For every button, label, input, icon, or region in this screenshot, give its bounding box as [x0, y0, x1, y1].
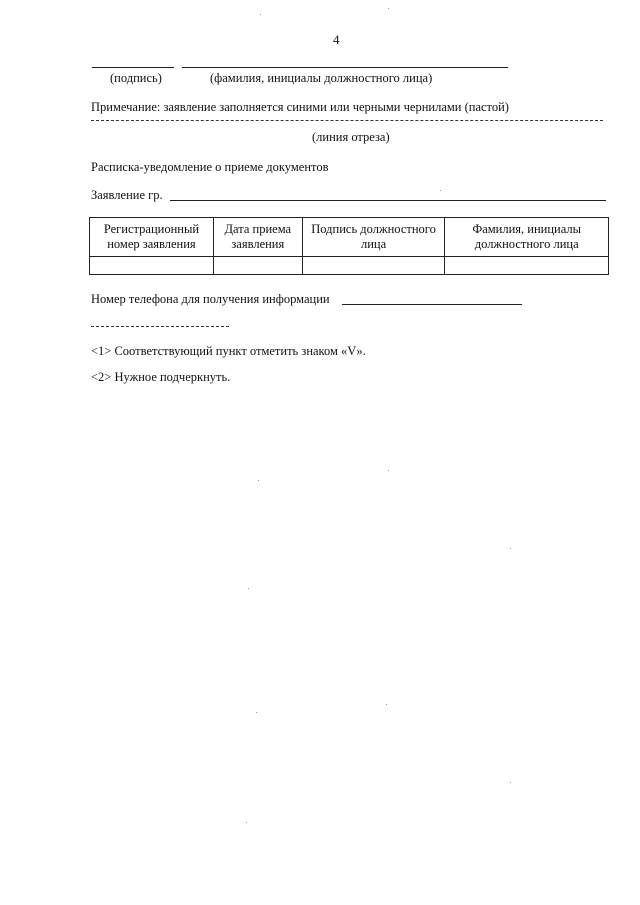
fill-note: Примечание: заявление заполняется синими или черными чернилами (пастой) — [91, 100, 509, 114]
footnote-1: <1> Соответствующий пункт отметить знаком «V». — [91, 344, 366, 358]
scan-speck — [388, 8, 389, 9]
phone-label: Номер телефона для получения информации — [91, 292, 330, 306]
table-cell-receipt-date[interactable] — [213, 257, 302, 275]
signature-line — [92, 67, 174, 68]
scan-speck — [440, 190, 441, 191]
statement-label: Заявление гр. — [91, 188, 163, 202]
official-name-caption: (фамилия, инициалы должностного лица) — [210, 71, 433, 85]
header-official-name: Фамилия, инициалы должностного лица — [445, 218, 609, 257]
header-receipt-date: Дата приема заявления — [213, 218, 302, 257]
scan-speck — [510, 548, 511, 549]
header-official-signature: Подпись должностного лица — [302, 218, 445, 257]
phone-input-line — [342, 304, 522, 305]
footnote-separator — [91, 326, 229, 327]
statement-applicant-line — [170, 200, 606, 201]
table-row — [90, 257, 609, 275]
scan-speck — [256, 712, 257, 713]
table-cell-official-name[interactable] — [445, 257, 609, 275]
scan-speck — [386, 704, 387, 705]
page-number: 4 — [333, 32, 340, 47]
footnote-2: <2> Нужное подчеркнуть. — [91, 370, 231, 384]
cut-line — [91, 120, 603, 121]
header-registration-number: Регистрационный номер заявления — [90, 218, 214, 257]
scan-speck — [248, 588, 249, 589]
table-cell-registration-number[interactable] — [90, 257, 214, 275]
scan-speck — [388, 470, 389, 471]
table-header-row — [90, 218, 609, 257]
receipt-title: Расписка-уведомление о приеме документов — [91, 160, 329, 174]
scan-speck — [258, 480, 259, 481]
table-cell-official-signature[interactable] — [302, 257, 445, 275]
signature-caption: (подпись) — [110, 71, 162, 85]
official-name-line — [182, 67, 508, 68]
scan-speck — [260, 14, 261, 15]
cut-line-caption: (линия отреза) — [312, 130, 390, 144]
scan-speck — [510, 782, 511, 783]
scan-speck — [246, 822, 247, 823]
registration-table — [89, 217, 609, 275]
